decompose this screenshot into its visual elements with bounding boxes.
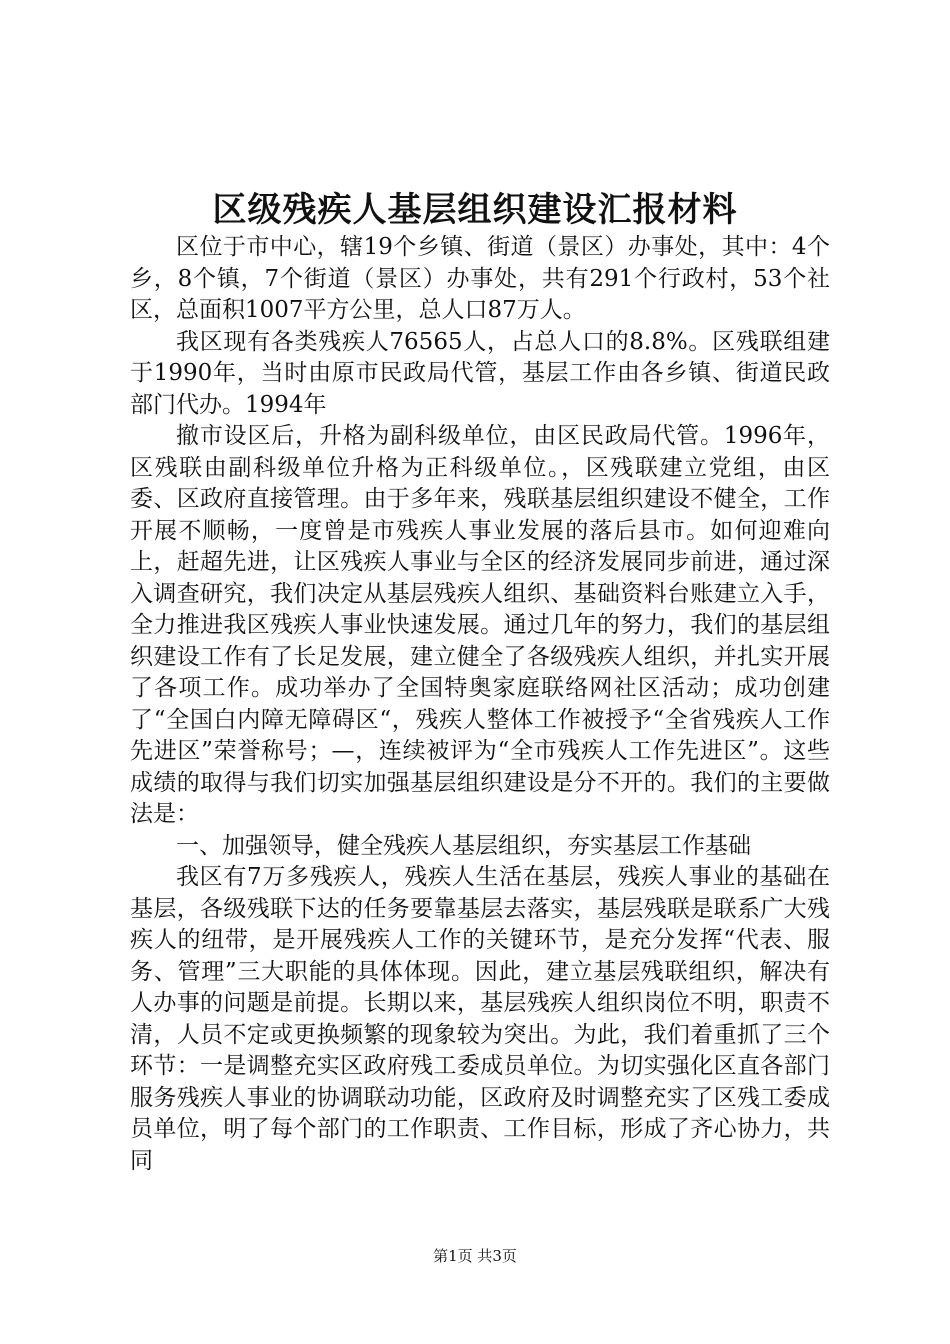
paragraph-3: 撤市设区后，升格为副科级单位，由区民政局代管。1996年，区残联由副科级单位升格为正科级单位。，区残联建立党组，由区委、区政府直接管理。由于多年来，残联基层组织建设不健全，工作开展不顺畅，一度曾是市残疾人事业发展的落后县市。如何迎难向上，赶超先进，让区残疾人事业与全区的经济发展同步前进，通过深入调查研究，我们决定从基层残疾人组织、基础资料台账建立入手，全力推进我区残疾人事业快速发展。通过几年的努力，我们的基层组织建设工作有了长足发展，建立健全了各级残疾人组织，并扎实开展了各项工作。成功举办了全国特奥家庭联络网社区活动；成功创建了“全国白内障无障碍区“，残疾人整体工作被授予“全省残疾人工作先进区”荣誉称号；—，连续被评为“全市残疾人工作先进区”。这些成绩的取得与我们切实加强基层组织建设是分不开的。我们的主要做法是： (130, 423, 830, 827)
page-footer: 第1页 共3页 (433, 1247, 517, 1265)
paragraph-1: 区位于市中心，辖19个乡镇、街道（景区）办事处，其中：4个乡，8个镇，7个街道（景区）办事处，共有291个行政村，53个社区，总面积1007平方公里，总人口87万人。 (130, 234, 830, 323)
section-heading-1: 一、加强领导，健全残疾人基层组织，夯实基层工作基础 (176, 832, 751, 859)
document-title: 区级残疾人基层组织建设汇报材料 (212, 190, 738, 230)
document-body (130, 232, 830, 1177)
paragraph-4: 我区有7万多残疾人，残疾人生活在基层，残疾人事业的基础在基层，各级残联下达的任务要靠基层去落实，基层残联是联系广大残疾人的纽带，是开展残疾人工作的关键环节，是充分发挥“代表、服务、管理”三大职能的具体体现。因此，建立基层残联组织，解决有人办事的问题是前提。长期以来，基层残疾人组织岗位不明，职责不清，人员不定或更换频繁的现象较为突出。为此，我们着重抓了三个环节：一是调整充实区政府残工委成员单位。为切实强化区直各部门服务残疾人事业的协调联动功能，区政府及时调整充实了区残工委成员单位，明了每个部门的工作职责、工作目标，形成了齐心协力，共同 (130, 864, 830, 1174)
paragraph-2: 我区现有各类残疾人76565人，占总人口的8.8%。区残联组建于1990年，当时由原市民政局代管，基层工作由各乡镇、街道民政部门代办。1994年 (130, 328, 830, 418)
